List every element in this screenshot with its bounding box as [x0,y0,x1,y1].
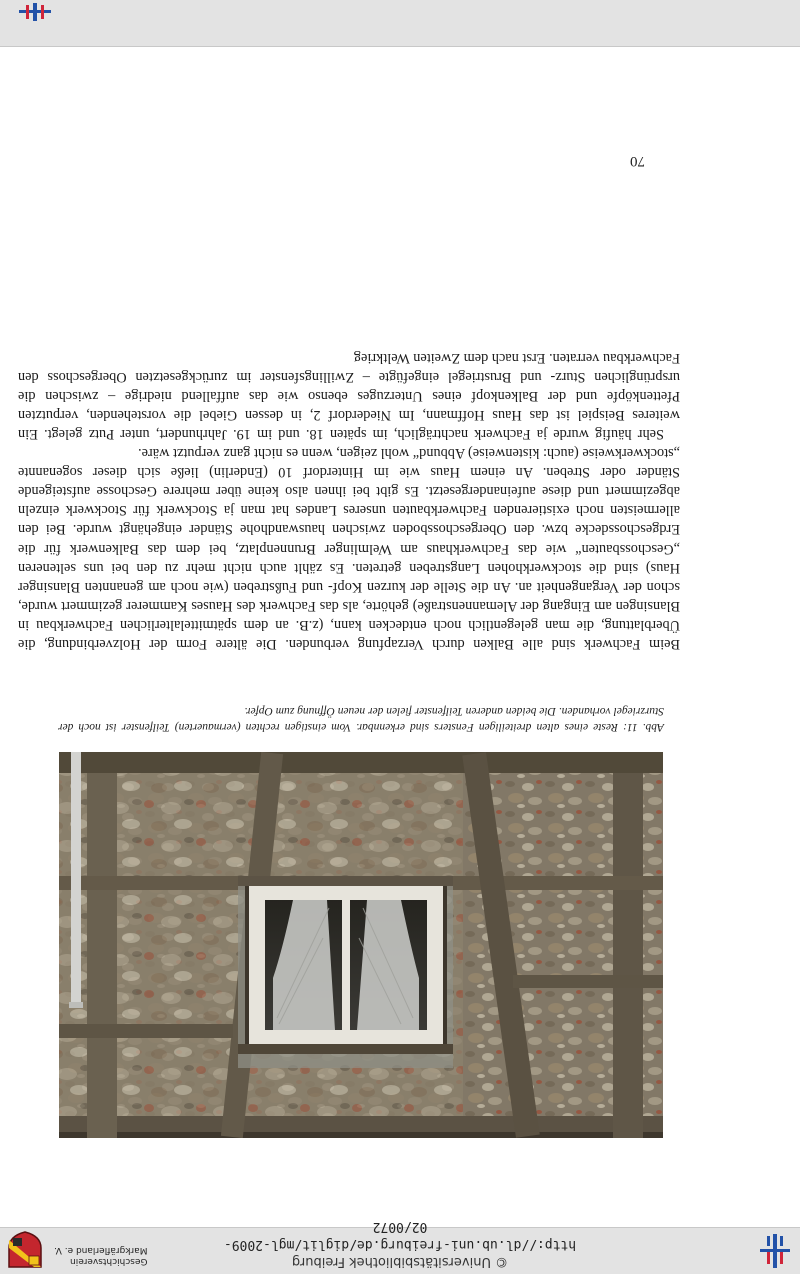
body-text [18,348,680,654]
association-line-2: Markgräflerland e. V. [54,1245,148,1255]
half-timbered-window-photo [59,752,663,1138]
figure-caption-text: Reste eines alten dreiteiligen Fensters sind erkennbar. Vom einstigen rechten (vermauerten) Teilfenster ist noch der Sturzriegel vorhanden. Die beiden anderen Teilfenster fielen der neuen Öffnung zum Opfer. [57,705,664,733]
paragraph-1: Beim Fachwerk sind alle Balken durch Verzapfung verbunden. Die ältere Form der Holzverbindung, die Überblattung, die man gelegentlich noch entdecken kann, (z.B. an dem spätmittelalterlichen Fachwerkbau in Blansingen am Eingang der Alemannenstraße) gehörte, als das Fachwerk des Hauses Kammerer gezimmert wurde, schon der Vergangenheit an. An die Stelle der kurzen Kopf- und Fußstreben (wie noch am genannten Blansinger Haus) sind die stockwerkhohen Langstreben getreten. Es zählt auch nicht mehr zu den bei uns selteneren „Geschossbauten“ wie das Fachwerkhaus am Welmlinger Brunnenplatz, bei dem das Balkenwerk für die Erdgeschossdecke bzw. den Obergeschossboden zwischen hauswandhohe Ständer eingehängt wurde. Bei den allermeisten noch existierenden Fachwerkbauten unseres Landes hat man ja Stockwerk für Stockwerk einzeln abgezimmert und diese aufeinandergesetzt. Es gibt bei ihnen also keine über mehrere Geschosse aufsteigende Ständer oder Streben. An einem Haus wie im Hinterdorf 10 (Enderlin) ließe sich dieser sogenannte „stockwerkweise (auch: kistenweise) Abbund“ wohl zeigen, wenn es nicht ganz verputzt wäre. [18,445,680,652]
coat-of-arms-icon[interactable] [6,1230,44,1270]
association-name [54,1244,147,1266]
viewer-source-info [200,1217,600,1270]
viewer-header-bar [0,1219,800,1274]
association-line-1: Geschichtsverein [70,1256,148,1266]
university-library-logo-icon-footer[interactable] [15,3,55,43]
photo-illustration [59,752,663,1138]
figure-caption [58,703,664,734]
viewer-footer-bar [0,0,800,47]
page-number: 70 [630,153,645,169]
paragraph-2: Sehr häufig wurde ja Fachwerk nachträglich, im späten 18. und im 19. Jahrhundert, unter Putz gelegt. Ein weiteres Beispiel ist das Haus Hoffmann, Im Niederdorf 2, in dessen Giebel die vorstehenden, verputzten Pfettenköpfe und der Balkenkopf eines Unterzuges ebenso wie das auffallend niedrige – zwischen die ursprünglichen Sturz- und Brustriegel eingefügte – Zwillingsfenster im zurückgesetzten Obergeschoss den Fachwerkbau verraten. Erst nach dem Zweiten Weltkrieg [18,349,680,442]
document-url-link[interactable]: http://dl.ub.uni-freiburg.de/diglit/mgl-2009-02/0072 [223,1219,577,1252]
copyright-notice: © Universitätsbibliothek Freiburg [291,1254,509,1269]
university-library-logo-icon[interactable] [756,1232,794,1270]
figure-label: Abb. 11: [623,721,664,733]
